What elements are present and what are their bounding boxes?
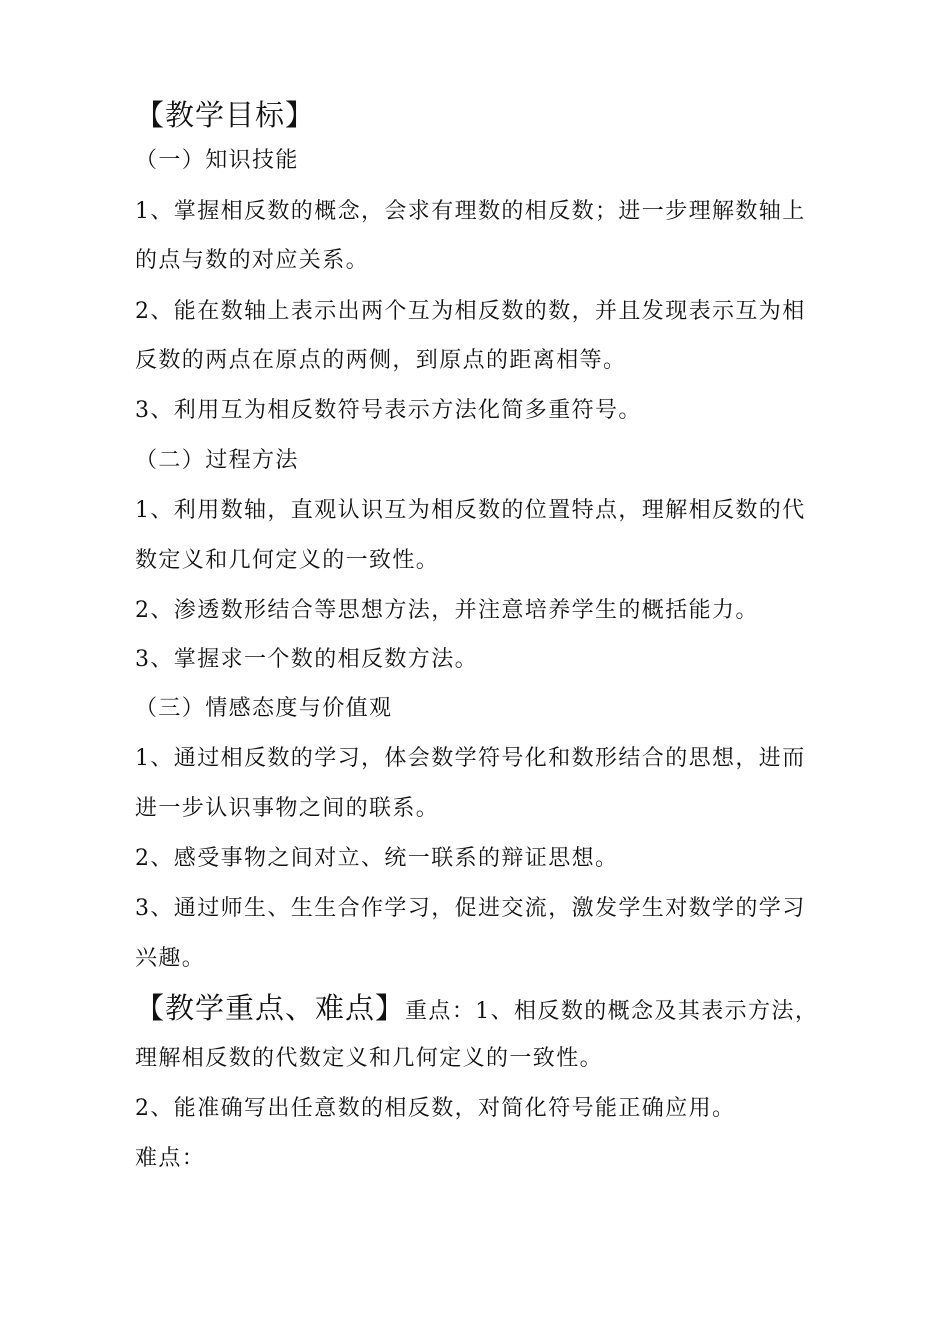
process-item-1-line-1: 1、利用数轴，直观认识互为相反数的位置特点，理解相反数的代 <box>135 498 806 523</box>
section-process-methods: （二）过程方法 <box>135 448 299 473</box>
heading-teaching-goals: 【教学目标】 <box>135 98 316 132</box>
knowledge-item-2-line-2: 反数的两点在原点的两侧，到原点的距离相等。 <box>135 348 627 373</box>
emotion-item-3-line-1: 3、通过师生、生生合作学习，促进交流，激发学生对数学的学习 <box>135 896 806 921</box>
key-difficulty-row <box>135 990 818 1030</box>
emotion-item-3-line-2: 兴趣。 <box>135 946 206 971</box>
knowledge-item-1-line-1: 1、掌握相反数的概念，会求有理数的相反数；进一步理解数轴上 <box>135 199 806 224</box>
document-page <box>135 0 819 1344</box>
key-point-2: 2、能准确写出任意数的相反数，对简化符号能正确应用。 <box>135 1096 736 1121</box>
knowledge-item-1-line-2: 的点与数的对应关系。 <box>135 248 370 273</box>
heading-key-difficulty: 【教学重点、难点】 <box>135 991 406 1025</box>
knowledge-item-2-line-1: 2、能在数轴上表示出两个互为相反数的数，并且发现表示互为相 <box>135 299 806 324</box>
key-point-inline: 重点：1、相反数的概念及其表示方法， <box>405 999 819 1024</box>
knowledge-item-3: 3、利用互为相反数符号表示方法化简多重符号。 <box>135 398 642 423</box>
process-item-2: 2、渗透数形结合等思想方法，并注意培养学生的概括能力。 <box>135 598 759 623</box>
key-point-line-2: 理解相反数的代数定义和几何定义的一致性。 <box>135 1046 604 1071</box>
process-item-3: 3、掌握求一个数的相反数方法。 <box>135 647 478 672</box>
emotion-item-1-line-2: 进一步认识事物之间的联系。 <box>135 796 440 821</box>
section-emotion-values: （三）情感态度与价值观 <box>135 696 393 721</box>
emotion-item-1-line-1: 1、通过相反数的学习，体会数学符号化和数形结合的思想，进而 <box>135 746 806 771</box>
section-knowledge-skills: （一）知识技能 <box>135 148 299 173</box>
difficulty-label: 难点： <box>135 1146 206 1171</box>
process-item-1-line-2: 数定义和几何定义的一致性。 <box>135 548 440 573</box>
emotion-item-2: 2、感受事物之间对立、统一联系的辩证思想。 <box>135 846 619 871</box>
